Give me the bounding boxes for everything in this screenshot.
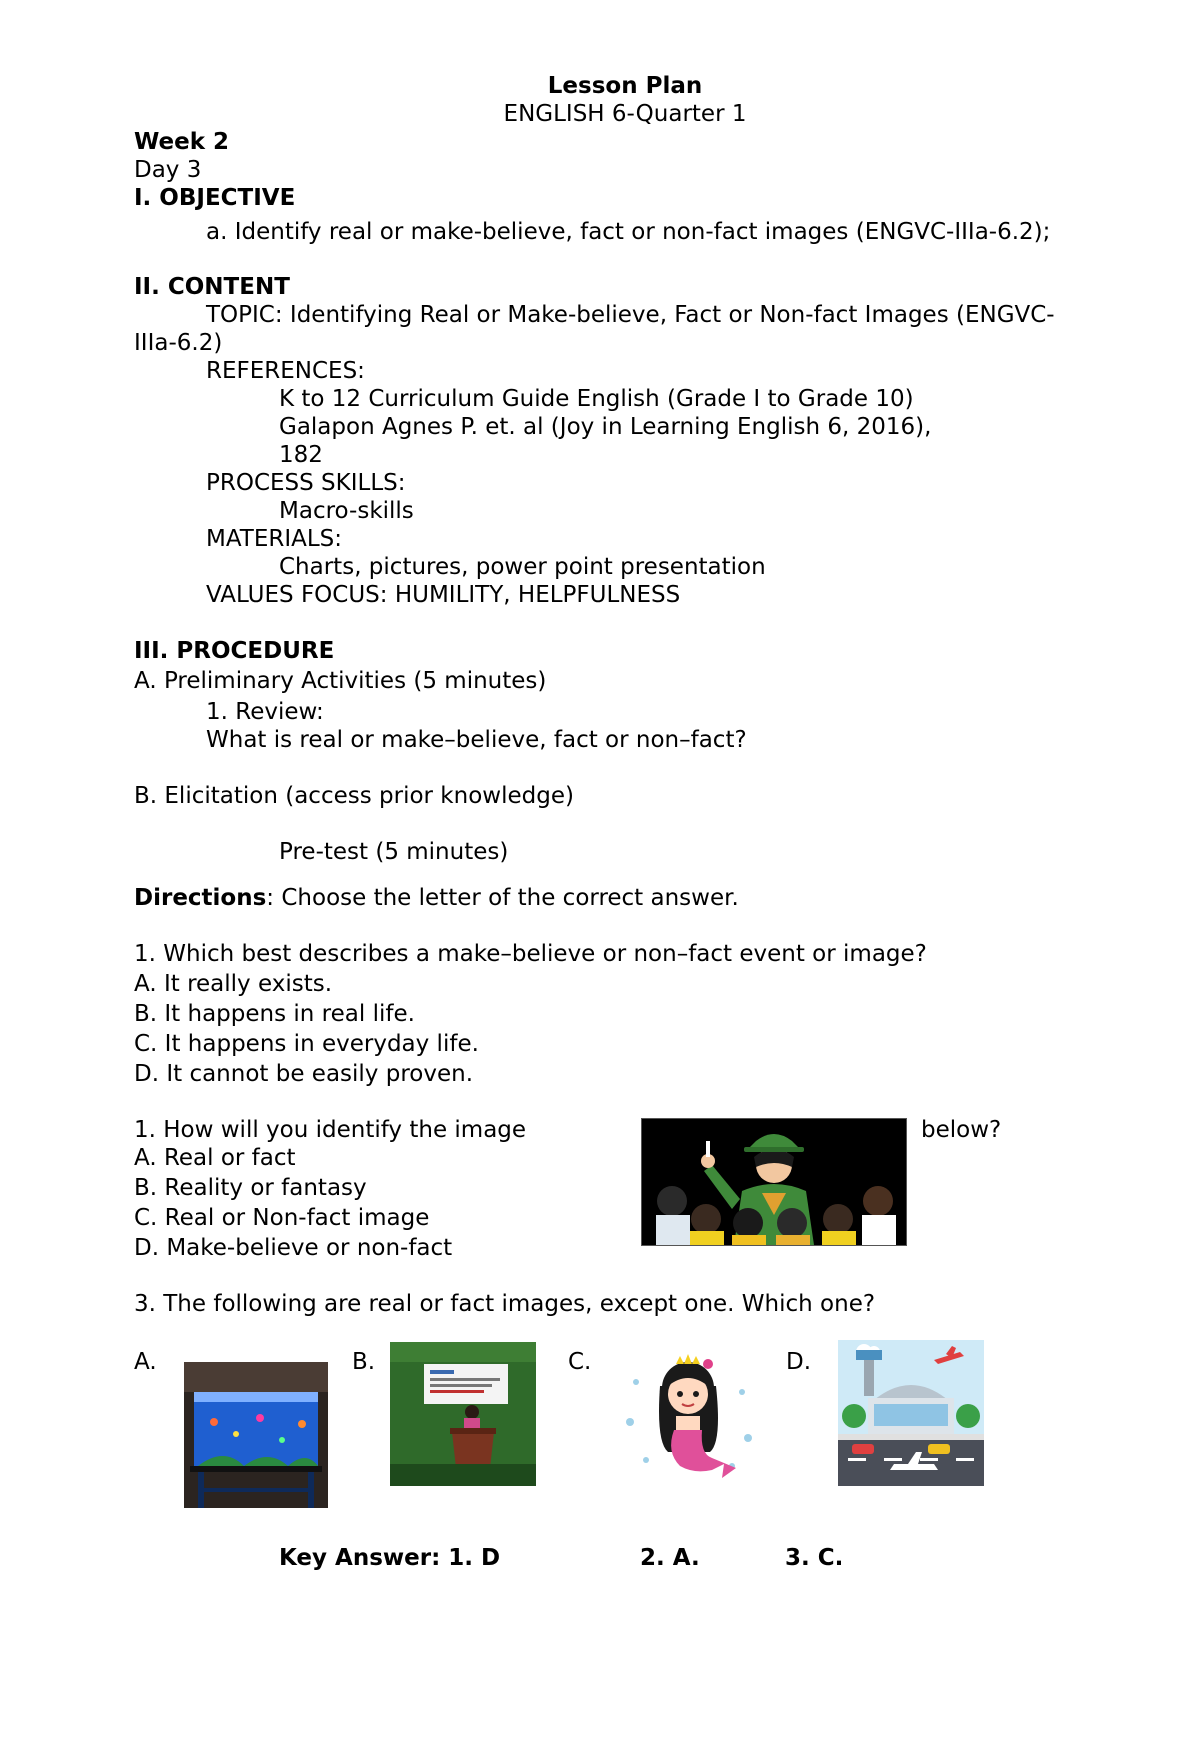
materials-label: MATERIALS:: [206, 526, 343, 552]
process-skills-value: Macro-skills: [279, 498, 414, 524]
directions: [134, 884, 739, 912]
choice-d-label: D.: [786, 1349, 812, 1375]
key-answer-3: 3. C.: [785, 1545, 844, 1571]
process-skills-label: PROCESS SKILLS:: [206, 470, 406, 496]
materials-value: Charts, pictures, power point presentation: [279, 554, 766, 580]
speaker-podium-image: [390, 1342, 536, 1486]
question-1-option-c: C. It happens in everyday life.: [134, 1031, 479, 1057]
choice-c-label: C.: [568, 1349, 592, 1375]
aquarium-drawing: [184, 1362, 328, 1508]
question-2-option-b: B. Reality or fantasy: [134, 1175, 367, 1201]
preliminary-activities: A. Preliminary Activities (5 minutes): [134, 668, 547, 694]
question-3-text: 3. The following are real or fact images, except one. Which one?: [134, 1291, 876, 1317]
reference-2-line-1: Galapon Agnes P. et. al (Joy in Learning English 6, 2016),: [279, 414, 932, 440]
week-label: Week 2: [134, 129, 230, 155]
aquarium-image: [184, 1362, 328, 1508]
topic-line-2: IIIa-6.2): [134, 330, 223, 356]
procedure-heading: III. PROCEDURE: [134, 638, 335, 664]
topic-line-1: TOPIC: Identifying Real or Make-believe, Fact or Non-fact Images (ENGVC-: [206, 302, 1055, 328]
speaker-podium-drawing: [390, 1342, 536, 1486]
question-2-text-end: below?: [921, 1117, 1002, 1143]
teacher-students-image: [641, 1118, 907, 1246]
key-answer-label: Key Answer: 1. D: [279, 1545, 501, 1571]
question-1-text: 1. Which best describes a make–believe or non–fact event or image?: [134, 941, 927, 967]
objective-heading: I. OBJECTIVE: [134, 185, 296, 211]
key-answer-2: 2. A.: [640, 1545, 700, 1571]
choice-a-label: A.: [134, 1349, 157, 1375]
question-2-option-c: C. Real or Non-fact image: [134, 1205, 430, 1231]
document-title: Lesson Plan: [547, 73, 703, 99]
objective-item: a. Identify real or make-believe, fact or non-fact images (ENGVC-IIIa-6.2);: [206, 219, 1051, 245]
review-question: What is real or make–believe, fact or non–fact?: [206, 727, 747, 753]
review-label: 1. Review:: [206, 699, 324, 725]
pretest-label: Pre-test (5 minutes): [279, 839, 509, 865]
choice-b-label: B.: [352, 1349, 376, 1375]
question-2-option-a: A. Real or fact: [134, 1145, 296, 1171]
question-1-option-d: D. It cannot be easily proven.: [134, 1061, 474, 1087]
directions-text: : Choose the letter of the correct answer.: [266, 885, 739, 911]
reference-2-line-2: 182: [279, 442, 323, 468]
question-1-option-b: B. It happens in real life.: [134, 1001, 415, 1027]
references-label: REFERENCES:: [206, 358, 365, 384]
airport-drawing: [838, 1340, 984, 1486]
teacher-students-drawing: [642, 1119, 906, 1245]
directions-label: Directions: [134, 885, 267, 911]
mermaid-image: [616, 1342, 762, 1488]
day-label: Day 3: [134, 157, 202, 183]
question-1-option-a: A. It really exists.: [134, 971, 333, 997]
values-focus: VALUES FOCUS: HUMILITY, HELPFULNESS: [206, 582, 681, 608]
question-2-option-d: D. Make-believe or non-fact: [134, 1235, 453, 1261]
elicitation-label: B. Elicitation (access prior knowledge): [134, 783, 574, 809]
mermaid-drawing: [616, 1342, 762, 1488]
content-heading: II. CONTENT: [134, 274, 290, 300]
reference-1: K to 12 Curriculum Guide English (Grade I to Grade 10): [279, 386, 914, 412]
airport-image: [838, 1340, 984, 1486]
document-subtitle: ENGLISH 6-Quarter 1: [503, 101, 747, 127]
question-2-text: 1. How will you identify the image: [134, 1117, 527, 1143]
